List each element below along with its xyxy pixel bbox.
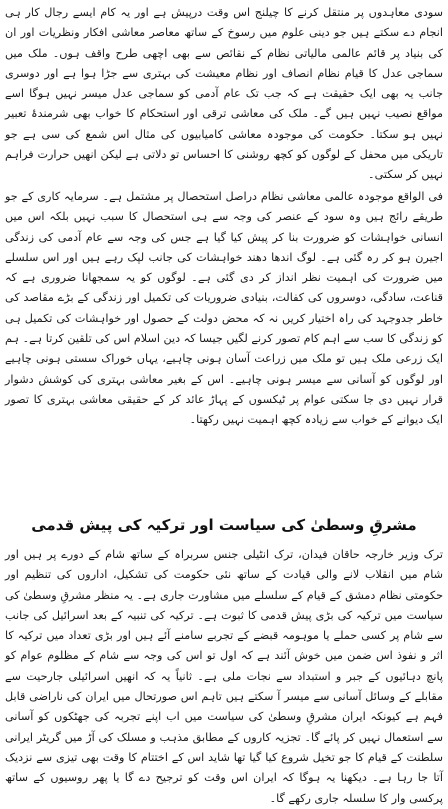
article-paragraph-3: ترک وزیر خارجہ حاقان فیدان، ترک انٹیلی جنس سربراہ کے ساتھ شام کے دورے پر ہیں اور شام میں انقلاب لانے والی قیادت کے ساتھ نئی حکومت کی تشکیل، اداروں کی تنظیم اور حکومتی نظام دمشق کے قیام کے سلسلے میں مشاورت جاری ہے۔ یہ منظر مشرقِ وسطیٰ کی سیاست میں ترکیہ کی بڑی پیش قدمی کا ثبوت ہے۔ ترکیہ کی تنبیہ کے بعد اسرائیل کی جانب سے شام پر کسی حملے یا موہومہ قبضے کے تجربے سامنے آئے ہیں اور بڑی تعداد میں ترکیہ کا اثر و نفوذ اس ضمن میں خوش آئند ہے کہ اول تو اس کی وجہ سے شام کے مظلوم عوام کو پانچ دہائیوں کے جبر و استبداد سے نجات ملی ہے۔ ثانیاً یہ کہ انھیں اسرائیلی جارحیت سے مقابلے کے وسائل آسانی سے میسر آ سکتے ہیں تاہم اس صورتحال میں ایران کی ناراضی قابل فہم ہے کیونکہ ایران مشرقِ وسطیٰ کی سیاست میں اب اپنے تجربہ کی جھٹکوں کو آسانی سے استعمال نہیں کر پائے گا۔ تجزیہ کاروں کے مطابق مذہب و مسلک کی آڑ میں گریٹر ایرانی سلطنت کے قیام کا جو تخیل شروع کیا گیا تھا شاید اس کے اختتام کا وقت بھی تیزی سے نزدیک آتا جا رہا ہے۔ دیکھنا یہ ہوگا کہ ایران اس وقت کو ترجیح دے گا یا پھر روسیوں کے ساتھ پرکسی وار کا سلسلہ جاری رکھے گا۔ bbox=[5, 548, 443, 805]
section-heading: مشرقِ وسطیٰ کی سیاست اور ترکیہ کی پیش قدمی bbox=[31, 516, 417, 534]
article-paragraph-1: سودی معاہدوں پر منتقل کرنے کا چیلنج اس وقت درپیش ہے اور یہ کام ایسے رجال کار ہی انجام دے سکتے ہیں جو دینی علوم میں رسوخ کے ساتھ معاصر معاشی افکار ونظریات اور ان کی بنیاد پر قائم عالمی مالیاتی نظام کے نقائص سے بھی اچھی طرح واقف ہوں۔ ملک میں سماجی عدل کا قیام نظام انصاف اور نظام معیشت کی بہتری سے جڑا ہوا ہے اور دوسری جانب یہ بھی ایک حقیقت ہے کہ جب تک عام آدمی کو سماجی عدل میسر نہیں ہوگا اسے مواقع نصیب نہیں ہیں گے۔ ملک کی معاشی ترقی اور استحکام کا خواب بھی شرمندۂ تعبیر نہیں ہو سکتا۔ حکومت کی موجودہ معاشی کامیابیوں کی مثال اس شمع کی سی ہے جو تاریکی میں محفل کے لوگوں کو کچھ روشنی کا احساس تو دلاتی ہے لیکن انھیں حرارت فراہم نہیں کر سکتی۔ bbox=[5, 6, 443, 182]
article-paragraph-2: فی الواقع موجودہ عالمی معاشی نظام دراصل استحصال پر مشتمل ہے۔ سرمایہ کاری کے جو طریقے رائج ہیں وہ سود کے عنصر کی وجہ سے ہی استحصال کا سبب نہیں بلکہ اس میں انسانی خواہشات کو ضرورت بنا کر پیش کیا گیا ہے جس کی وجہ سے عام آدمی کی زندگی اجیرن ہو کر رہ گئی ہے۔ لوگ اندھا دھند خواہشات کی جانب لپک رہے ہیں اور اس سلسلے میں ضرورت کی اہمیت نظر انداز کر دی گئی ہے۔ لوگوں کو یہ سمجھانا ضروری ہے کہ قناعت، سادگی، دوسروں کی کفالت، بنیادی ضروریات کی تکمیل اور زندگی کے بڑے مقاصد کی خاطر جدوجہد کی راہ اختیار کریں نہ کہ محض دولت کے حصول اور خواہشات کی تکمیل ہی کو زندگی کا سب سے اہم کام تصور کرنے لگیں جیسا کہ دین اسلام اس کی تلقین کرتا ہے۔ ہم ایک زرعی ملک ہیں تو ملک میں زراعت آسان ہونی چاہیے، یہاں خوراک سستی ہونی چاہیے اور لوگوں کو آسانی سے میسر ہونی چاہیے۔ اس کے بغیر معاشی بہتری کی کوشش دشوار قرار نہیں دی جا سکتی عوام پر ٹیکسوں کے پہاڑ عائد کر کے حقیقی معاشی بہتری کا تصور ایک دیوانے کے خواب سے زیادہ کچھ اہمیت نہیں رکھتا۔ bbox=[5, 190, 443, 427]
